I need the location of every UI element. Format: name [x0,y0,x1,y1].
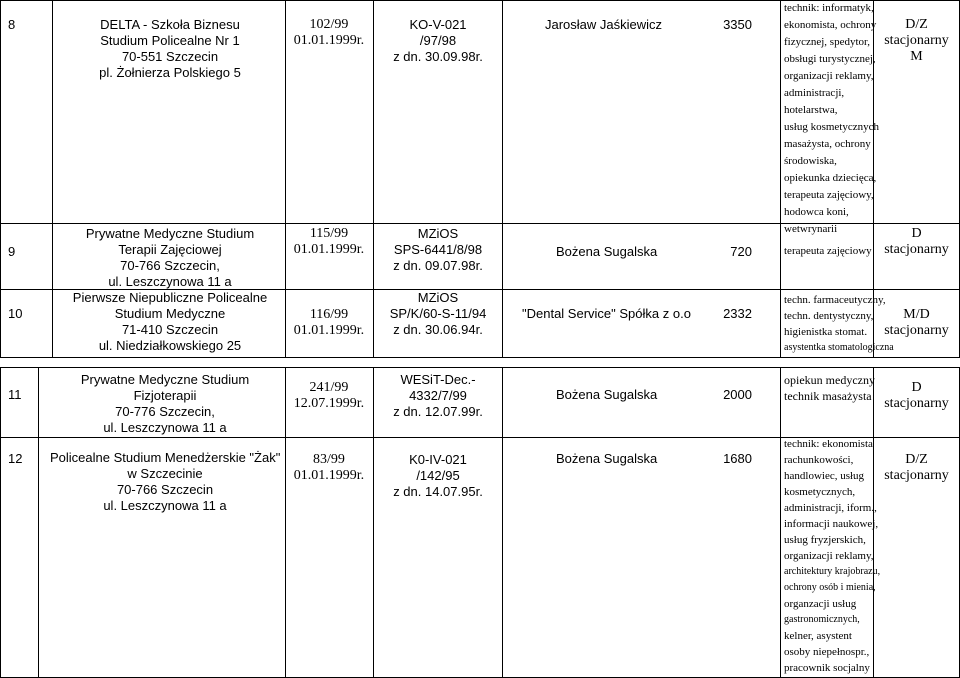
study-mode: D stacjonarny [884,226,949,257]
row-divider [0,357,960,358]
professions-list: technik: informatyk, ekonomista, ochrony fizycznej, spedytor, obsługi turystycznej, organizacji reklamy, administracji, hotelarstwa, usług kosmetycznych masażysta, ochrony środowiska, opiekunka dziecięca, terapeuta zajęciowy, hodowca koni, wetwrynarii [784,2,880,235]
professions-list: techn. farmaceutyczny, techn. dentystyczny, higienistka stomat. asystentka stomatologiczna [784,294,894,353]
column-divider [285,0,286,357]
study-mode: D/Z stacjonarny [884,452,949,483]
school-name-address: Policealne Studium Menedżerskie "Żak" w Szczecinie 70-766 Szczecin ul. Leszczynowa 11 a [50,450,281,513]
approval-decision: K0-IV-021 /142/95 z dn. 14.07.95r. [393,452,483,499]
professions-list: technik: ekonomista rachunkowości, handlowiec, usług kosmetycznych, administracji, iform., informacji naukowej, usług fryzjerskich, organizacji reklamy, architektury krajobrazu, ochrony osób i mienia, organzacji usług gastronomicznych, kelner, asystent osoby niepełnospr., pracownik socjalny [784,438,881,674]
registration-entry: 241/99 12.07.1999r. [293,380,365,411]
row-number: 8 [8,17,16,32]
school-name-address: DELTA - Szkoła Biznesu Studium Policealne Nr 1 70-551 Szczecin pl. Żołnierza Polskiego 5 [99,17,241,80]
row-number: 10 [8,306,23,321]
row-number: 9 [8,244,16,259]
column-divider [52,0,53,357]
column-divider [502,367,503,677]
row-number: 12 [8,451,23,466]
registration-entry: 115/99 01.01.1999r. [293,226,365,257]
column-divider [780,0,781,357]
approval-decision: KO-V-021 /97/98 z dn. 30.09.98r. [393,17,483,64]
places-count: 720 [730,244,752,259]
column-divider [502,0,503,357]
column-divider [780,367,781,677]
study-mode: D/Z stacjonarny M [884,17,949,64]
places-count: 2000 [723,387,752,402]
row-divider [0,367,960,368]
registration-entry: 116/99 01.01.1999r. [293,307,365,338]
row-number: 11 [8,387,22,402]
places-count: 1680 [723,451,752,466]
school-name-address: Prywatne Medyczne Studium Terapii Zajęciowej 70-766 Szczecin, ul. Leszczynowa 11 a [85,226,255,289]
study-mode: M/D stacjonarny [884,307,949,338]
school-name-address: Prywatne Medyczne Studium Fizjoterapii 70-776 Szczecin, ul. Leszczynowa 11 a [80,372,250,435]
places-count: 2332 [723,306,752,321]
column-divider [285,367,286,677]
professions-list: terapeuta zajęciowy [784,245,872,257]
approval-decision: MZiOS SP/K/60-S-11/94 z dn. 30.06.94r. [389,290,487,337]
owner-name: Bożena Sugalska [556,244,658,259]
professions-list: opiekun medyczny technik masażysta [784,373,875,403]
column-divider [0,0,1,357]
owner-name: Bożena Sugalska [556,387,658,402]
approval-decision: WESiT-Dec.- 4332/7/99 z dn. 12.07.99r. [393,372,483,419]
places-count: 3350 [723,17,752,32]
column-divider [38,367,39,677]
study-mode: D stacjonarny [884,380,949,411]
owner-name: "Dental Service" Spółka z o.o [522,306,691,321]
column-divider [0,367,1,677]
owner-name: Bożena Sugalska [556,451,658,466]
registration-entry: 102/99 01.01.1999r. [293,17,365,48]
school-name-address: Pierwsze Niepubliczne Policealne Studium Medyczne 71-410 Szczecin ul. Niedziałkowskiego 25 [72,290,268,353]
owner-name: Jarosław Jaśkiewicz [545,17,663,32]
registration-entry: 83/99 01.01.1999r. [293,452,365,483]
approval-decision: MZiOS SPS-6441/8/98 z dn. 09.07.98r. [393,226,483,273]
